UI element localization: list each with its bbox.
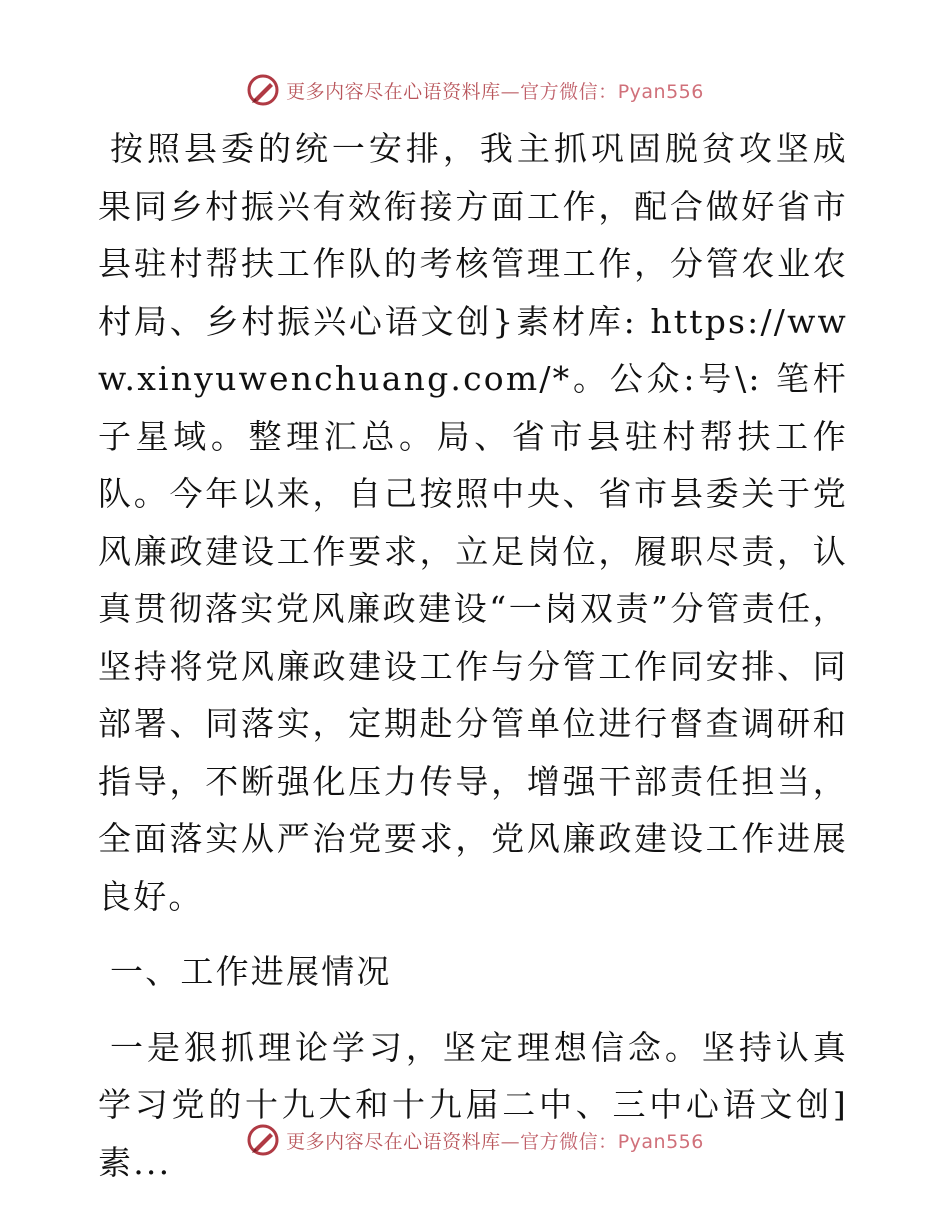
watermark-wechat-id: Pyan556 <box>617 1130 704 1153</box>
pen-logo-icon <box>246 1123 280 1157</box>
document-body <box>98 120 848 1191</box>
watermark-text <box>286 77 704 104</box>
section-heading: 一、工作进展情况 <box>110 952 392 991</box>
header-watermark <box>0 70 950 110</box>
watermark-main: 更多内容尽在心语资料库 <box>286 80 501 103</box>
watermark-separator: — <box>500 1130 521 1153</box>
watermark-wechat-id: Pyan556 <box>617 80 704 103</box>
paragraph-intro: 按照县委的统一安排，我主抓巩固脱贫攻坚成果同乡村振兴有效衔接方面工作，配合做好省市县驻村帮扶工作队的考核管理工作，分管农业农村局、乡村振兴心语文创}素材库: https://www.xinyuwenchuang.com/*。公众:号\: 笔杆子星域。整理汇总。局、省市县驻村帮扶工作队。今年以来，自己按照中央、省市县委关于党风廉政建设工作要求，立足岗位，履职尽责，认真贯彻落实党风廉政建设“一岗双责”分管责任，坚持将党风廉政建设工作与分管工作同安排、同部署、同落实，定期赴分管单位进行督查调研和指导，不断强化压力传导，增强干部责任担当，全面落实从严治党要求，党风廉政建设工作进展良好。 <box>98 129 848 916</box>
watermark-wechat-label: 官方微信： <box>520 80 618 103</box>
watermark-wechat-label: 官方微信： <box>520 1130 618 1153</box>
pen-logo-icon <box>246 73 280 107</box>
watermark-text <box>286 1127 704 1154</box>
paragraph-section-one: 一是狠抓理论学习，坚定理想信念。坚持认真学习党的十九大和十九届二中、三中心语文创]素... <box>98 1027 848 1182</box>
watermark-main: 更多内容尽在心语资料库 <box>286 1130 501 1153</box>
watermark-separator: — <box>500 80 521 103</box>
footer-watermark <box>0 1120 950 1160</box>
